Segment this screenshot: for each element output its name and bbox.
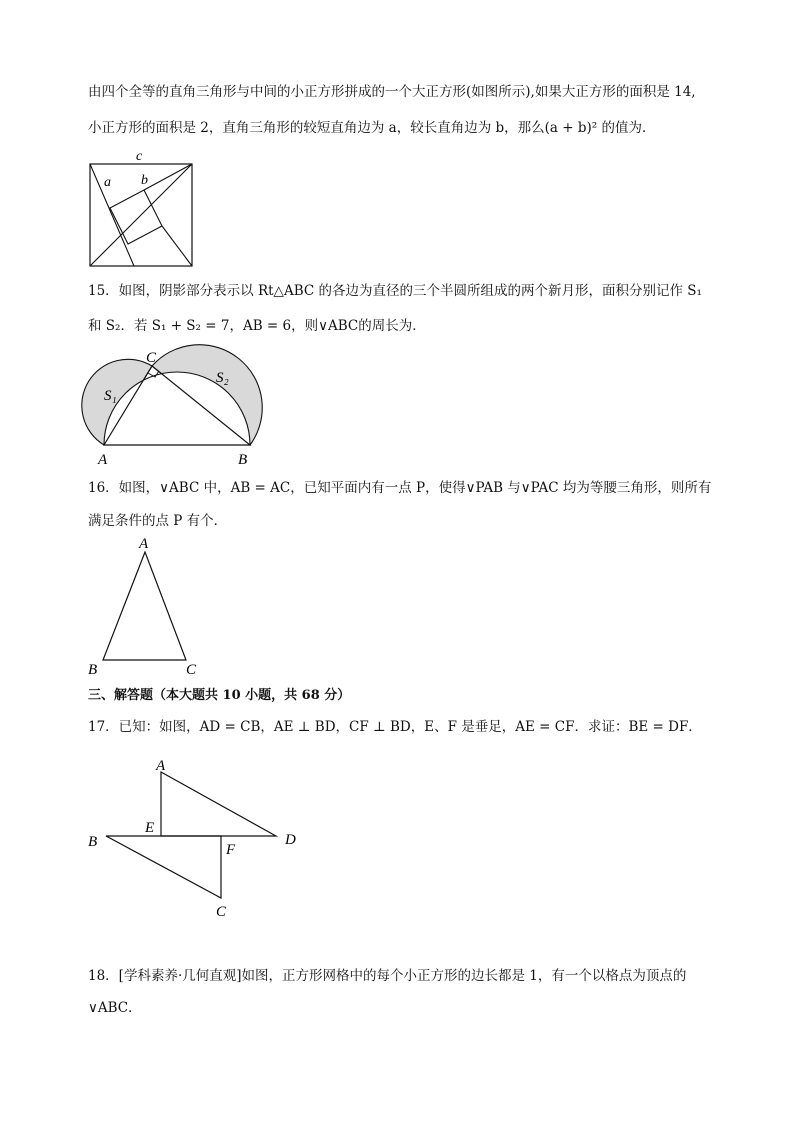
label-c: c [136, 149, 143, 164]
label-A: A [156, 758, 166, 774]
triangle-bfc [106, 836, 221, 898]
triangle-aed [161, 772, 276, 836]
small-square [110, 190, 162, 244]
q16-text-line2: 满足条件的点 P 有个． [88, 513, 228, 529]
label-B: B [88, 662, 98, 678]
label-A: A [98, 452, 108, 468]
label-C: C [146, 350, 157, 366]
q15-crescent-diagram [86, 344, 286, 468]
q16-triangle-diagram [86, 534, 206, 680]
q14-text-line1: 由四个全等的直角三角形与中间的小正方形拼成的一个大正方形(如图所示),如果大正方形的面积是 14, [88, 84, 696, 100]
q15-text-line2: 和 S₂．若 S₁ + S₂ = 7，AB = 6，则∨ABC的周长为． [88, 318, 426, 334]
isosceles-triangle [103, 552, 186, 660]
label-S1: S₁ [104, 388, 117, 404]
triangle-edge-1 [90, 164, 134, 266]
label-C: C [186, 662, 197, 678]
triangle-edge-3 [144, 164, 192, 190]
triangle-edge-4 [162, 226, 192, 266]
label-F: F [226, 842, 236, 858]
label-B: B [88, 834, 98, 850]
label-D: D [285, 832, 296, 848]
q14-square-diagram [86, 146, 196, 270]
q18-text-line2: ∨ABC． [88, 1000, 142, 1016]
label-S2: S₂ [216, 370, 229, 386]
q14-text-line2: 小正方形的面积是 2，直角三角形的较短直角边为 a，较长直角边为 b，那么(a + b)² 的值为． [88, 120, 656, 136]
label-A: A [139, 536, 149, 552]
label-C: C [216, 904, 227, 920]
section-three-title: 三、解答题（本大题共 10 小题，共 68 分） [88, 688, 351, 703]
label-b: b [141, 173, 148, 188]
q17-diagram [86, 756, 306, 922]
q15-text-line1: 15．如图，阴影部分表示以 Rt△ABC 的各边为直径的三个半圆所组成的两个新月形，面积分别记作 S₁ [88, 283, 702, 299]
q16-text-line1: 16．如图，∨ABC 中，AB = AC，已知平面内有一点 P，使得∨PAB 与∨PAC 均为等腰三角形，则所有 [88, 480, 712, 496]
q17-text-line1: 17．已知：如图，AD = CB，AE ⊥ BD，CF ⊥ BD，E、F 是垂足，AE = CF．求证：BE = DF． [88, 719, 702, 735]
label-E: E [145, 820, 155, 836]
q18-text-line1: 18．[学科素养·几何直观]如图，正方形网格中的每个小正方形的边长都是 1，有一个以格点为顶点的 [88, 968, 687, 984]
label-B: B [238, 452, 248, 468]
label-a: a [104, 175, 111, 190]
